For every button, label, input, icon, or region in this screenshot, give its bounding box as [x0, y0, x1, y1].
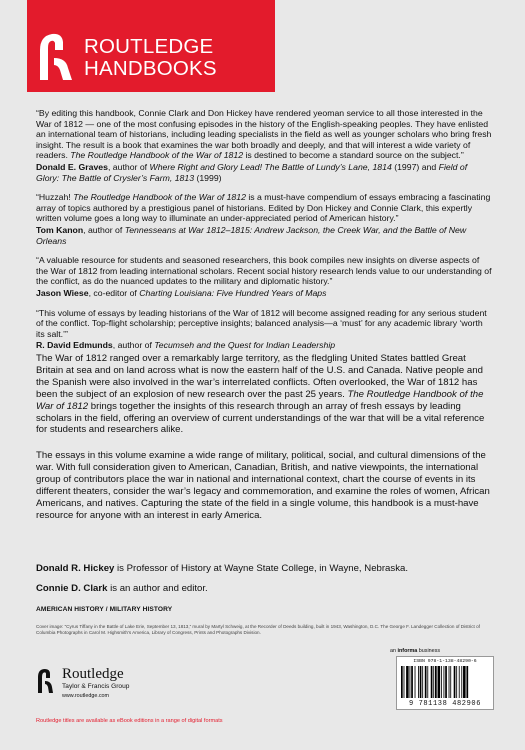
quote-author: Donald E. Graves	[36, 161, 108, 172]
quote-attribution	[36, 162, 492, 183]
barcode-bar	[420, 666, 422, 698]
series-title-line2: HANDBOOKS	[84, 57, 217, 80]
subject-category: AMERICAN HISTORY / MILITARY HISTORY	[36, 606, 173, 613]
barcode-bar	[435, 666, 437, 698]
barcode-bar	[406, 666, 409, 698]
barcode-bar	[466, 666, 468, 698]
text-run: (1997) and	[391, 161, 439, 172]
italic-title-text: Field of Glory: The Battle of Crysler’s Farm, 1813	[36, 161, 468, 183]
italic-title-text: The Routledge Handbook of the War of 1812	[36, 388, 484, 412]
editor-bio-clark	[36, 583, 492, 595]
barcode-bar	[422, 666, 423, 698]
editor-bio-text: is an author and editor.	[107, 583, 208, 594]
italic-title-text: Charting Louisiana: Five Hundred Years of Maps	[139, 287, 327, 298]
informa-prefix: an	[390, 648, 398, 654]
quote-text	[36, 308, 492, 340]
barcode-bar	[438, 666, 441, 698]
barcode-bar	[459, 666, 460, 698]
quote-text	[36, 192, 492, 224]
barcode-bar	[401, 666, 403, 698]
endorsements	[36, 108, 492, 360]
endorsement-quote	[36, 308, 492, 351]
editor-name: Connie D. Clark	[36, 583, 108, 594]
editor-bio-hickey	[36, 563, 492, 575]
barcode-bar	[461, 666, 462, 698]
series-title-line1: ROUTLEDGE	[84, 35, 214, 58]
italic-title-text: The Routledge Handbook of the War of 1812	[70, 150, 244, 161]
endorsement-quote	[36, 108, 492, 183]
barcode-bar	[444, 666, 445, 698]
barcode-bar	[411, 666, 413, 698]
barcode-bar	[441, 666, 442, 698]
text-run: “Huzzah!	[36, 192, 74, 203]
text-run: (1999)	[194, 172, 222, 183]
barcode-bar	[427, 666, 428, 698]
barcode-bar	[450, 666, 451, 698]
informa-name: informa	[397, 648, 418, 654]
description-paragraph-2-text: The essays in this volume examine a wide range of military, political, social, and cultural dimensions of the war. With full consideration given to American, Canadian, British, and native viewpoints, the international group of contributors place the war in national and international context, chart the course of events in its different theaters, consider the war’s legacy and commemoration, and examine the roles of women, African Americans, and natives. Capturing the state of the field in a single volume, this handbook is a must-have resource for anyone with an interest in early America.	[36, 450, 490, 521]
barcode-bar	[454, 666, 456, 698]
isbn-digits: 9 781138 482906	[408, 700, 481, 708]
barcode-bar	[449, 666, 450, 698]
description-paragraph-2	[36, 450, 492, 521]
publisher-group: Taylor & Francis Group	[62, 683, 130, 690]
quote-attribution	[36, 225, 492, 246]
italic-title-text: Where Right and Glory Lead! The Battle of Lundy’s Lane, 1814	[149, 161, 392, 172]
quote-text	[36, 255, 492, 287]
ebook-availability-note: Routledge titles are available as eBook editions in a range of digital formats	[36, 718, 223, 724]
text-run: , co-editor of	[88, 287, 140, 298]
series-title	[84, 36, 217, 80]
barcode-bar	[456, 666, 457, 698]
quote-attribution	[36, 288, 492, 299]
quote-attribution	[36, 340, 492, 351]
text-run: The War of 1812 ranged over a remarkably large territory, as the fledgling United States battled Great Britain at sea and on land across what is now the eastern half of the U.S. and Canada. Native people and the Spanish were also involved in the war’s interrelated conflicts. Often overlooked, the War of 1812 has been the subject of an explosion of new research over the past 25 years.	[36, 353, 483, 400]
description-paragraph-1	[36, 353, 492, 436]
text-run: is destined to become a standard source on the subject.”	[243, 150, 464, 161]
informa-suffix: business	[417, 648, 441, 654]
publisher-name: Routledge	[62, 666, 124, 682]
barcode-bar	[463, 666, 466, 698]
quote-text	[36, 108, 492, 161]
barcode-bars-icon	[401, 666, 489, 698]
barcode-bar	[431, 666, 433, 698]
barcode-bar	[433, 666, 434, 698]
text-run: is a must-have compendium of essays embracing a fascinating array of topics authored by a prestigious panel of historians. Edited by Don Hickey and Connie Clark, this expertly written volume goes a long way to illuminate an under-appreciated period of American history.”	[36, 192, 491, 224]
endorsement-quote	[36, 192, 492, 246]
editor-bio-text: is Professor of History at Wayne State College, in Wayne, Nebraska.	[114, 563, 408, 574]
text-run: , author of	[107, 161, 150, 172]
text-run: “A valuable resource for students and seasoned researchers, this book compiles new insights on diverse aspects of the War of 1812 from leading international scholars. Recent social history research lends value to our understanding of the conflict, as do the nuanced updates to the military and diplomatic history.”	[36, 255, 492, 287]
quote-author: R. David Edmunds	[36, 340, 113, 351]
text-run: brings together the insights of this research through an array of fresh essays by leading scholars in the field, offering an overview of current understandings of the war that will be a vital reference for students and researchers alike.	[36, 400, 485, 436]
isbn-label: ISBN 978-1-138-48290-6	[413, 659, 477, 664]
endorsement-quote	[36, 255, 492, 298]
routledge-logo-icon	[36, 666, 54, 694]
barcode-bar	[410, 666, 411, 698]
italic-title-text: Tecumseh and the Quest for Indian Leadership	[154, 340, 336, 351]
barcode-bar	[445, 666, 447, 698]
quote-author: Jason Wiese	[36, 287, 89, 298]
cover-image-credit: Cover image: “Cyrus Tiffany in the Battle of Lake Erie, September 13, 1813,” mural by Martyl Schweig, at the Recorder of Deeds building, built in 1943, Washington, D.C. The George F. Landegger Collection of District of Columbia Photographs in Carol M. Highsmith’s America, Library of Congress, Prints and Photographs Division.	[36, 624, 480, 635]
text-run: , author of	[112, 340, 155, 351]
informa-business-label	[390, 648, 440, 654]
isbn-barcode	[396, 656, 494, 710]
quote-author: Tom Kanon	[36, 224, 84, 235]
barcode-bar	[418, 666, 419, 698]
italic-title-text: Tennesseans at War 1812–1815: Andrew Jackson, the Creek War, and the Battle of New Orleans	[36, 224, 467, 246]
routledge-handbooks-logo-icon	[36, 28, 74, 82]
publisher-url: www.routledge.com	[62, 693, 110, 699]
italic-title-text: The Routledge Handbook of the War of 1812	[73, 192, 246, 203]
barcode-bar	[415, 666, 416, 698]
text-run: “By editing this handbook, Connie Clark and Don Hickey have rendered yeoman service to all those interested in the War of 1812 — one of the most confusing episodes in the history of the English-speaking peoples. They have enlisted an international team of historians, including leading specialists in the field as well as younger scholars who bring fresh insight. The result is a book that examines the war both broadly and deeply, and that will interest a wide variety of readers.	[36, 108, 492, 161]
editor-name: Donald R. Hickey	[36, 563, 115, 574]
barcode-bar	[425, 666, 427, 698]
text-run: , author of	[83, 224, 125, 235]
text-run: “This volume of essays by leading historians of the War of 1812 will become assigned reading for any serious student of the conflict. Top-flight scholarship; perceptive insights; balanced analysis—a ‘must’ for any academic library ‘worth its salt.’”	[36, 307, 487, 339]
barcode-bar	[404, 666, 405, 698]
